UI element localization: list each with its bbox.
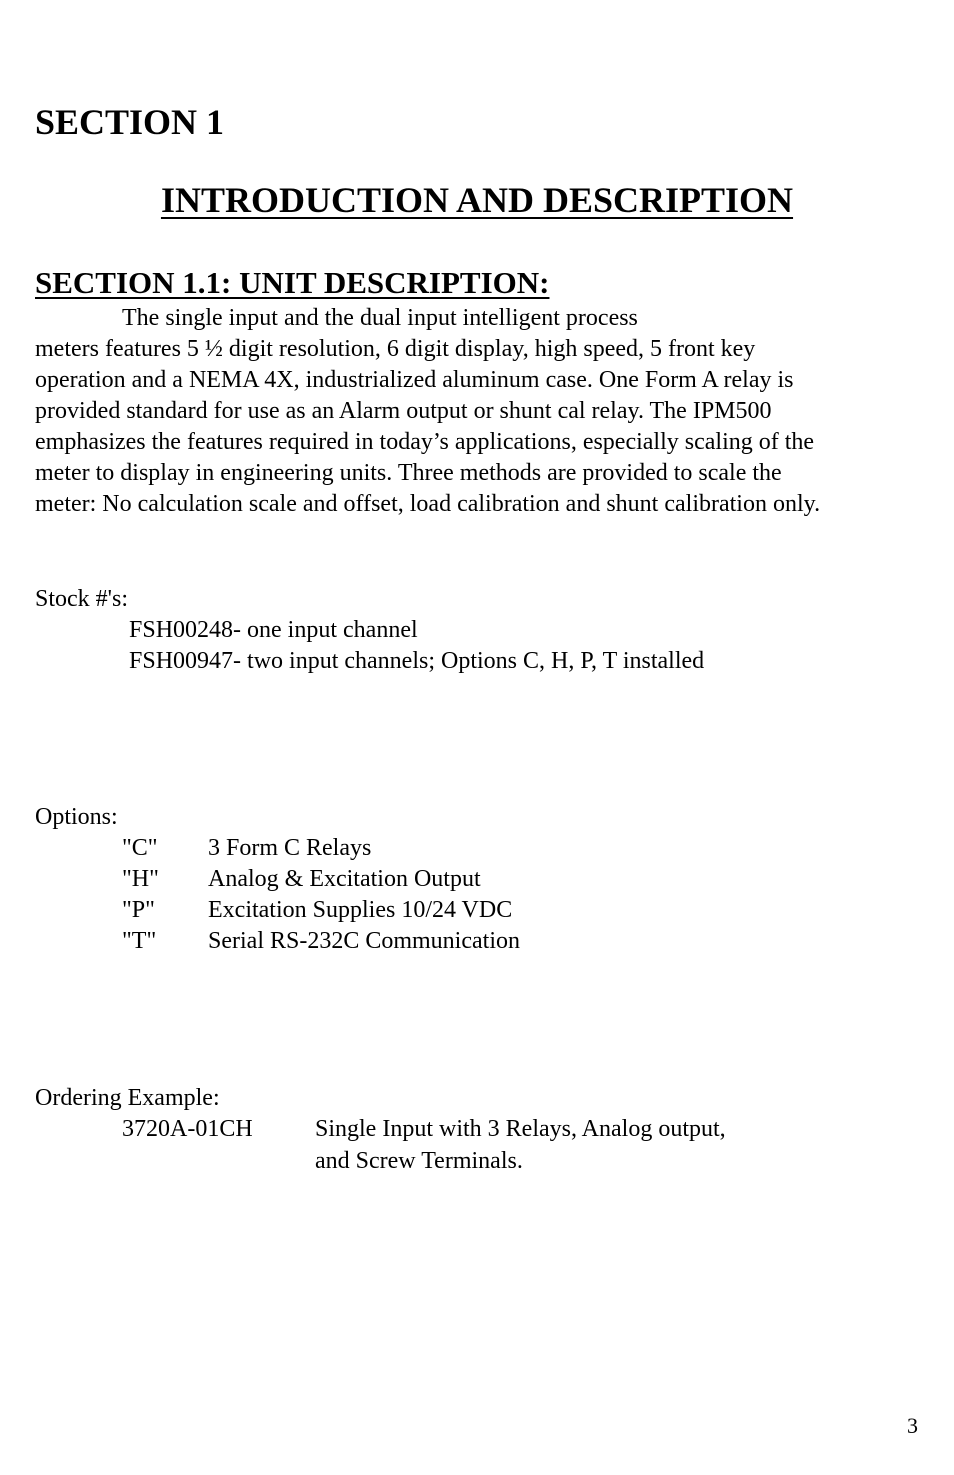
description-line: meter to display in engineering units. Three methods are provided to scale the bbox=[35, 460, 782, 486]
stock-label: Stock #'s: bbox=[35, 586, 128, 612]
description-line: The single input and the dual input intelligent process bbox=[122, 305, 638, 331]
ordering-label: Ordering Example: bbox=[35, 1085, 220, 1111]
section-heading: SECTION 1 bbox=[35, 102, 225, 142]
description-line: meters features 5 ½ digit resolution, 6 digit display, high speed, 5 front key bbox=[35, 336, 756, 362]
option-desc: Analog & Excitation Output bbox=[208, 866, 481, 892]
description-line: operation and a NEMA 4X, industrialized aluminum case. One Form A relay is bbox=[35, 367, 794, 393]
page-title bbox=[0, 178, 954, 222]
page-title-text: INTRODUCTION AND DESCRIPTION bbox=[160, 180, 794, 220]
ordering-desc-line: Single Input with 3 Relays, Analog output, bbox=[315, 1116, 726, 1142]
stock-item: FSH00248- one input channel bbox=[129, 617, 418, 643]
option-code: "T" bbox=[122, 928, 157, 954]
description-line: emphasizes the features required in today’s applications, especially scaling of the bbox=[35, 429, 815, 455]
options-label: Options: bbox=[35, 804, 118, 830]
description-line: provided standard for use as an Alarm output or shunt cal relay. The IPM500 bbox=[35, 398, 772, 424]
page-number: 3 bbox=[907, 1413, 918, 1438]
option-desc: Serial RS-232C Communication bbox=[208, 928, 520, 954]
subsection-heading: SECTION 1.1: UNIT DESCRIPTION: bbox=[35, 265, 550, 300]
ordering-desc-line: and Screw Terminals. bbox=[315, 1148, 523, 1174]
ordering-code: 3720A-01CH bbox=[122, 1116, 253, 1142]
option-code: "C" bbox=[122, 835, 158, 861]
option-desc: 3 Form C Relays bbox=[208, 835, 372, 861]
stock-item: FSH00947- two input channels; Options C, H, P, T installed bbox=[129, 648, 705, 674]
description-line: meter: No calculation scale and offset, load calibration and shunt calibration only. bbox=[35, 491, 821, 517]
option-code: "P" bbox=[122, 897, 155, 923]
option-code: "H" bbox=[122, 866, 159, 892]
option-desc: Excitation Supplies 10/24 VDC bbox=[208, 897, 513, 923]
